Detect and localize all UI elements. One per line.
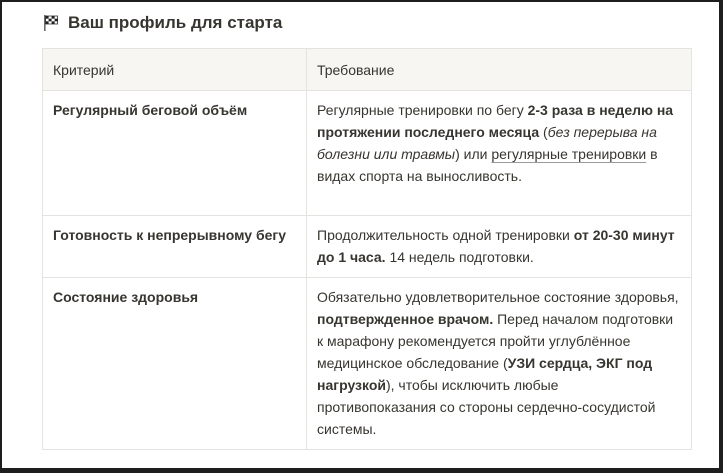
criterion-cell: Готовность к непрерывному бегу — [43, 216, 307, 278]
requirement-text: 14 недель подготовки. — [385, 249, 534, 265]
requirement-cell — [307, 91, 692, 216]
checkered-flag-icon — [42, 14, 60, 32]
requirement-text: Продолжительность одной тренировки — [317, 227, 574, 243]
table-row — [43, 278, 692, 450]
table-row — [43, 91, 692, 216]
requirement-cell — [307, 216, 692, 278]
requirement-cell — [307, 278, 692, 450]
section-title: Ваш профиль для старта — [68, 13, 283, 32]
table-row — [43, 216, 692, 278]
criterion-cell: Состояние здоровья — [43, 278, 307, 450]
requirement-text: Обязательно удовлетворительное состояние здоровья, — [317, 289, 679, 305]
criterion-cell: Регулярный беговой объём — [43, 91, 307, 216]
requirement-text: ) или — [455, 146, 492, 162]
requirement-text: Перед началом подготовки к марафону рекомендуется пройти углублённое медицинское обследование ( — [317, 311, 674, 371]
requirement-text: ( — [539, 124, 548, 140]
requirement-text: Регулярные тренировки по бегу — [317, 102, 528, 118]
requirement-emphasis: УЗИ сердца, ЭКГ под нагрузкой — [317, 355, 653, 393]
requirement-text: в видах спорта на выносливость. — [317, 146, 658, 184]
requirement-text: ), чтобы исключить любые противопоказания со стороны сердечно-сосудистой системы. — [317, 377, 656, 437]
requirement-link[interactable]: регулярные тренировки — [491, 146, 647, 162]
requirement-emphasis: от 20-30 минут до 1 часа. — [317, 227, 675, 265]
column-header-requirement: Требование — [307, 49, 692, 91]
requirement-note: без перерыва на болезни или травмы — [317, 124, 657, 162]
requirement-emphasis: подтвержденное врачом. — [317, 311, 494, 327]
column-header-criterion: Критерий — [43, 49, 307, 91]
requirement-emphasis: 2-3 раза в неделю на протяжении последнего месяца — [317, 102, 674, 140]
section-heading — [42, 10, 282, 36]
profile-table — [42, 48, 692, 450]
table-header-row — [43, 49, 692, 91]
